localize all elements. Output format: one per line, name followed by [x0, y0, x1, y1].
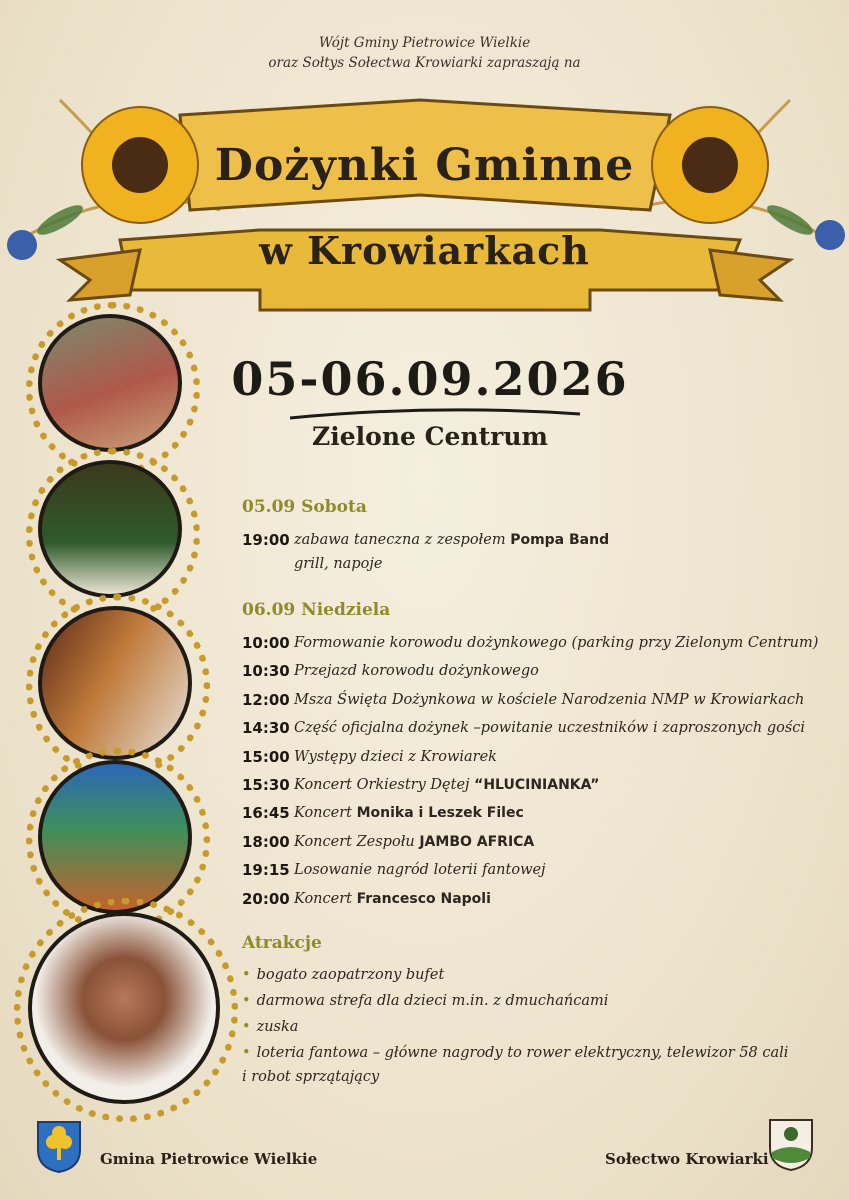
- event-description: Koncert Francesco Napoli: [294, 890, 491, 907]
- performer-name: Francesco Napoli: [356, 890, 491, 907]
- performer-name: Pompa Band: [510, 532, 610, 548]
- intro-line-2: oraz Sołtys Sołectwa Krowiarki zapraszają na: [268, 55, 581, 71]
- event-date: 05-06.09.2026: [231, 352, 629, 406]
- schedule-row: [242, 688, 832, 712]
- intro-text: [0, 33, 849, 73]
- band-photo-1: [38, 314, 182, 452]
- event-time: 15:00: [242, 747, 290, 766]
- event-description: Koncert Monika i Leszek Filec: [294, 805, 524, 822]
- intro-line-1: Wójt Gminy Pietrowice Wielkie: [318, 35, 531, 51]
- day2-heading: 06.09 Niedziela: [242, 600, 391, 620]
- event-time: 12:00: [242, 690, 290, 709]
- singer-photo: [28, 912, 220, 1104]
- event-time: 16:45: [242, 804, 290, 823]
- attraction-item: • loteria fantowa – główne nagrody to rower elektryczny, telewizor 58 cali: [242, 1045, 789, 1061]
- performer-name: JAMBO AFRICA: [419, 833, 535, 850]
- gmina-crest-icon: [36, 1120, 82, 1174]
- event-description: Formowanie korowodu dożynkowego (parking przy Zielonym Centrum): [294, 635, 819, 651]
- attraction-item-continued: i robot sprzątający: [242, 1069, 380, 1085]
- band-photo-2: [38, 460, 182, 598]
- event-description: Przejazd korowodu dożynkowego: [294, 663, 539, 680]
- schedule-row: [242, 887, 832, 911]
- flourish-decoration: [285, 404, 585, 424]
- schedule-row: [242, 801, 832, 825]
- attraction-item: • darmowa strefa dla dzieci m.in. z dmuchańcami: [242, 993, 609, 1009]
- schedule-row: [242, 631, 832, 655]
- schedule-row: [242, 830, 832, 854]
- schedule-row: [242, 716, 832, 740]
- event-title: Dożynki Gminne: [214, 140, 635, 191]
- performer-name: “HLUCINIANKA”: [474, 777, 600, 793]
- day1-extra: grill, napoje: [294, 556, 383, 572]
- schedule-row: [242, 745, 832, 769]
- performer-name: Monika i Leszek Filec: [356, 805, 524, 822]
- schedule-row: [242, 773, 832, 797]
- attraction-item: • bogato zaopatrzony bufet: [242, 967, 445, 983]
- schedule-row: [242, 528, 832, 552]
- schedule-row: [242, 659, 832, 683]
- event-time: 19:00: [242, 531, 290, 549]
- event-time: 19:15: [242, 861, 290, 880]
- schedule-row: [242, 858, 832, 882]
- attraction-item: • zuska: [242, 1019, 299, 1035]
- event-description: Msza Święta Dożynkowa w kościele Narodzenia NMP w Krowiarkach: [294, 691, 805, 708]
- event-time: 18:00: [242, 832, 290, 851]
- event-time: 20:00: [242, 889, 290, 908]
- event-description: Koncert Orkiestry Dętej “HLUCINIANKA”: [294, 777, 600, 793]
- african-band-photo: [38, 760, 192, 914]
- event-time: 14:30: [242, 719, 290, 738]
- attractions-heading: Atrakcje: [242, 933, 322, 953]
- duo-photo: [38, 606, 192, 760]
- event-description: Koncert Zespołu JAMBO AFRICA: [294, 833, 535, 850]
- event-time: 10:00: [242, 634, 290, 652]
- footer-gmina-name: Gmina Pietrowice Wielkie: [100, 1150, 318, 1168]
- event-description: Losowanie nagród loterii fantowej: [294, 862, 546, 879]
- event-description: Część oficjalna dożynek –powitanie uczestników i zaproszonych gości: [294, 720, 806, 737]
- footer-solectwo-name: Sołectwo Krowiarki: [605, 1150, 769, 1168]
- event-venue: Zielone Centrum: [312, 422, 548, 451]
- event-description: zabawa taneczna z zespołem Pompa Band: [294, 532, 610, 548]
- event-time: 15:30: [242, 776, 290, 794]
- solectwo-emblem-icon: [768, 1118, 814, 1172]
- event-description: Występy dzieci z Krowiarek: [294, 748, 497, 765]
- event-time: 10:30: [242, 662, 290, 681]
- event-subtitle: w Krowiarkach: [259, 228, 590, 273]
- day1-heading: 05.09 Sobota: [242, 497, 367, 517]
